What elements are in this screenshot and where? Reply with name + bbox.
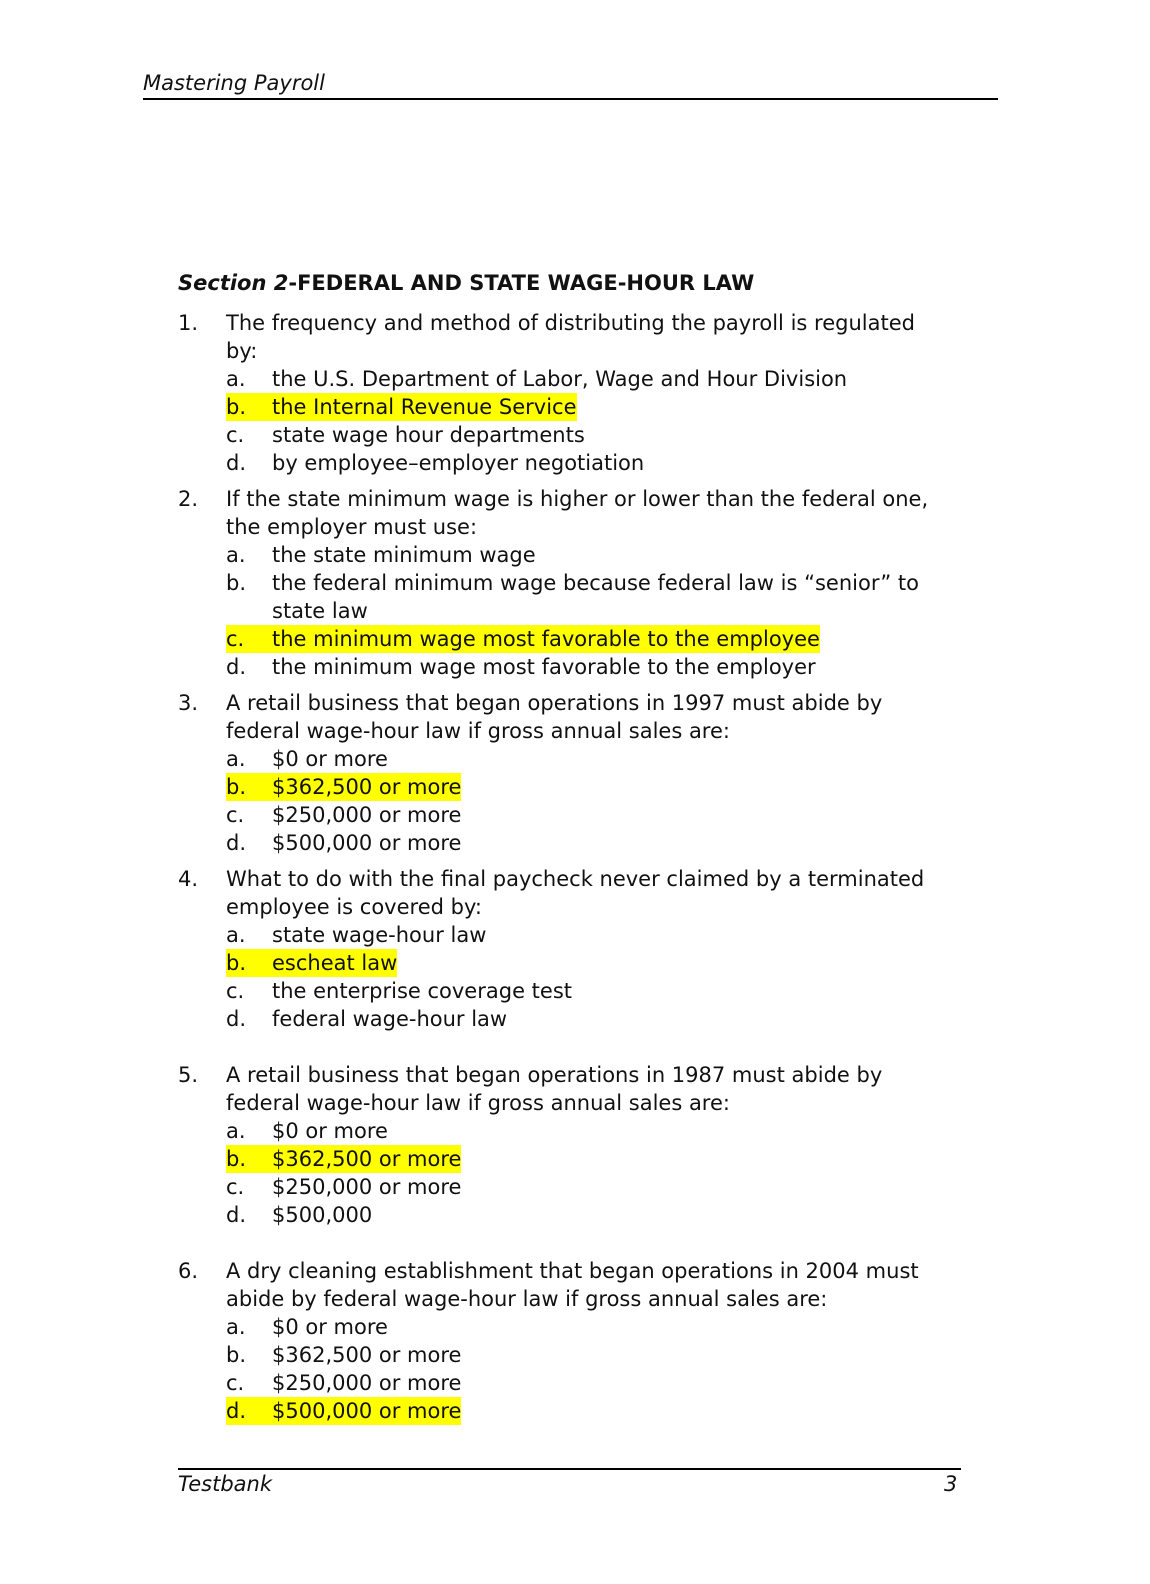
question-number: 4. (178, 867, 199, 891)
section-heading: -FEDERAL AND STATE WAGE-HOUR LAW (288, 271, 755, 295)
option-a: a. state wage-hour law (226, 923, 487, 947)
question-1 (178, 309, 1018, 477)
question-text: If the state minimum wage is higher or lower than the federal one, the employer must use: (226, 487, 929, 539)
option-d: d. $500,000 or more (226, 831, 462, 855)
option-c: c. $250,000 or more (226, 1175, 462, 1199)
question-5 (178, 1061, 1018, 1229)
footer-label: Testbank (178, 1472, 272, 1496)
section-label: Section 2 (178, 271, 289, 295)
footer-rule (178, 1468, 961, 1470)
question-text: What to do with the final paycheck never claimed by a terminated employee is covered by: (226, 867, 925, 919)
option-d: d. the minimum wage most favorable to the employer (226, 655, 816, 679)
question-text: The frequency and method of distributing the payroll is regulated by: (226, 311, 915, 363)
question-number: 2. (178, 487, 199, 511)
question-number: 1. (178, 311, 199, 335)
option-a: a. $0 or more (226, 747, 388, 771)
question-3 (178, 689, 1018, 857)
option-b: b. $362,500 or more (226, 1343, 462, 1367)
question-number: 3. (178, 691, 199, 715)
option-b-answer: b. the Internal Revenue Service (226, 395, 577, 419)
option-c: c. state wage hour departments (226, 423, 585, 447)
option-b-answer: b. $362,500 or more (226, 1147, 462, 1171)
option-c: c. the enterprise coverage test (226, 979, 572, 1003)
question-number: 5. (178, 1063, 199, 1087)
option-c-answer: c. the minimum wage most favorable to the employee (226, 627, 820, 651)
question-text: A retail business that began operations in 1997 must abide by federal wage-hour law if gross annual sales are: (226, 691, 883, 743)
question-6 (178, 1257, 1018, 1425)
option-d: d. $500,000 (226, 1203, 373, 1227)
question-number: 6. (178, 1259, 199, 1283)
option-a: a. $0 or more (226, 1119, 388, 1143)
option-b-answer: b. escheat law (226, 951, 398, 975)
option-d-answer: d. $500,000 or more (226, 1399, 462, 1423)
option-c: c. $250,000 or more (226, 803, 462, 827)
header-rule (143, 98, 998, 100)
question-text: A retail business that began operations in 1987 must abide by federal wage-hour law if gross annual sales are: (226, 1063, 883, 1115)
option-a: a. the state minimum wage (226, 543, 536, 567)
option-a: a. the U.S. Department of Labor, Wage and Hour Division (226, 367, 848, 391)
option-b-answer: b. $362,500 or more (226, 775, 462, 799)
header-title: Mastering Payroll (143, 71, 325, 95)
question-4 (178, 865, 1018, 1033)
page-number: 3 (944, 1472, 958, 1496)
question-2 (178, 485, 1018, 681)
option-d: d. by employee–employer negotiation (226, 451, 645, 475)
option-b: b. the federal minimum wage because federal law is “senior” to state law (226, 571, 919, 623)
option-c: c. $250,000 or more (226, 1371, 462, 1395)
question-text: A dry cleaning establishment that began operations in 2004 must abide by federal wage-hour law if gross annual sales are: (226, 1259, 919, 1311)
option-d: d. federal wage-hour law (226, 1007, 508, 1031)
section-title (178, 271, 754, 295)
option-a: a. $0 or more (226, 1315, 388, 1339)
